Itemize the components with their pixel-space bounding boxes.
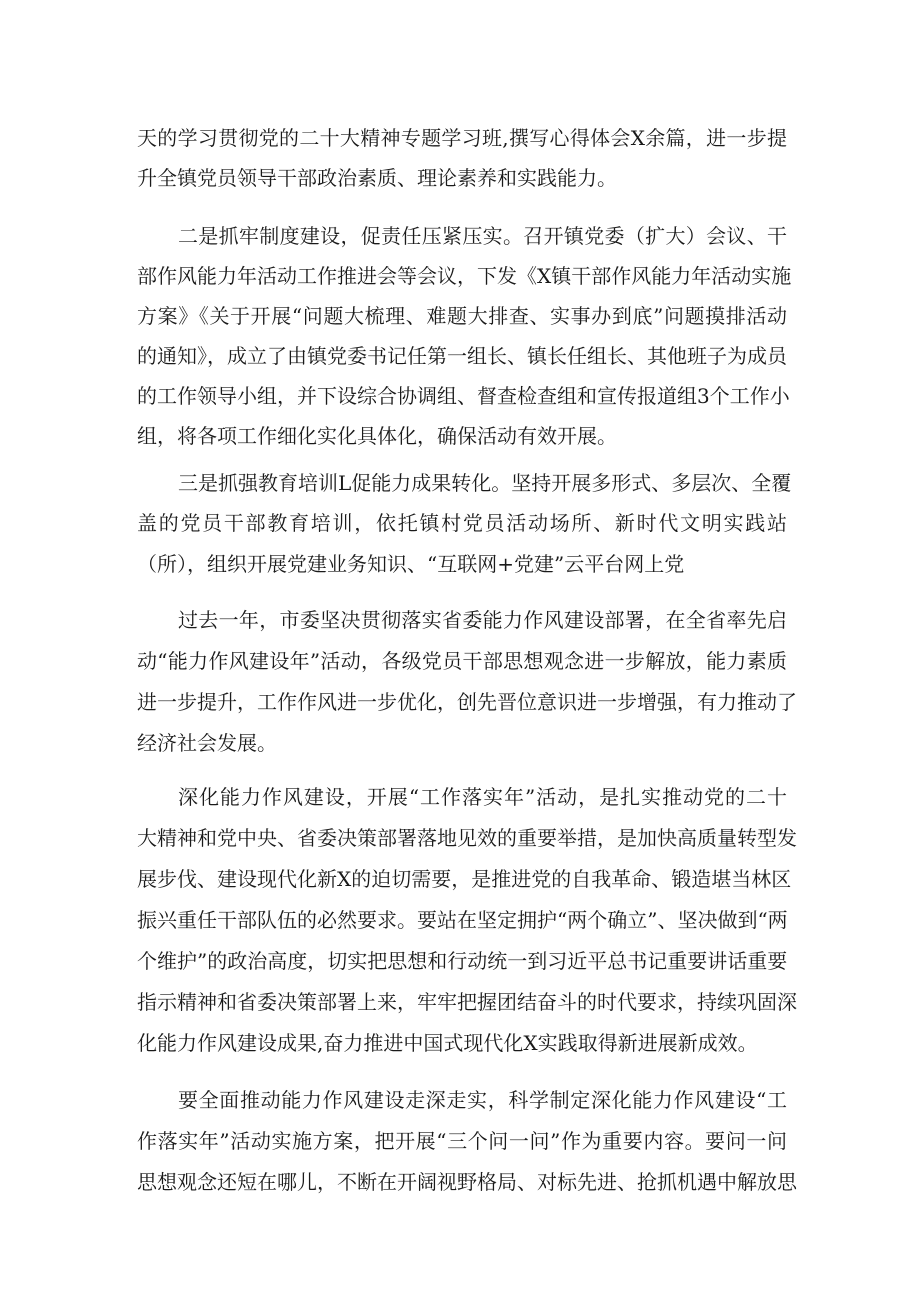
text-line: 指示精神和省委决策部署上来，牢牢把握团结奋斗的时代要求，持续巩固深 (137, 990, 797, 1014)
text-line: 经济社会发展。 (137, 731, 277, 755)
text-line: 三是抓强教育培训L促能力成果转化。坚持开展多形式、多层次、全覆 (178, 471, 792, 495)
text-line: 大精神和党中央、省委决策部署落地见效的重要举措，是加快高质量转型发 (137, 826, 797, 850)
text-line: 振兴重任干部队伍的必然要求。要站在坚定拥护“两个确立”、坚决做到“两 (137, 908, 788, 932)
text-line: 展步伐、建设现代化新X的迫切需要，是推进党的自我革命、锻造堪当林区 (137, 867, 792, 891)
text-line: 思想观念还短在哪儿，不断在开阔视野格局、对标先进、抢抓机遇中解放思 (137, 1170, 797, 1194)
text-line: 进一步提升，工作作风进一步优化，创先晋位意识进一步增强，有力推动了 (137, 690, 797, 714)
text-line: 方案》《关于开展“问题大梳理、难题大排查、实事办到底”问题摸排活动 (137, 304, 787, 328)
text-line: 深化能力作风建设，开展“工作落实年”活动，是扎实推动党的二十 (178, 785, 787, 809)
text-line: 组，将各项工作细化实化具体化，确保活动有效开展。 (137, 424, 617, 448)
text-line: 个维护”的政治高度，切实把思想和行动统一到习近平总书记重要讲话重要 (137, 949, 788, 973)
text-line: 天的学习贯彻党的二十大精神专题学习班,撰写心得体会X余篇，进一步提 (137, 126, 787, 150)
text-line: 二是抓牢制度建设，促责任压紧压实。召开镇党委（扩大）会议、干 (178, 224, 787, 248)
text-line: 盖的党员干部教育培训，依托镇村党员活动场所、新时代文明实践站 (137, 511, 787, 535)
text-line: 部作风能力年活动工作推进会等会议，下发《X镇干部作风能力年活动实施 (137, 264, 792, 288)
text-line: 作落实年”活动实施方案，把开展“三个问一问”作为重要内容。要问一问 (137, 1129, 787, 1153)
text-line: 的通知》，成立了由镇党委书记任第一组长、镇长任组长、其他班子为成员 (137, 344, 787, 368)
text-line: 升全镇党员领导干部政治素质、理论素养和实践能力。 (137, 166, 617, 190)
text-line: 要全面推动能力作风建设走深走实，科学制定深化能力作风建设“工 (178, 1088, 787, 1112)
text-line: 过去一年，市委坚决贯彻落实省委能力作风建设部署，在全省率先启 (178, 608, 787, 632)
text-line: （所），组织开展党建业务知识、“互联网+党建”云平台网上党 (137, 552, 685, 576)
text-line: 动“能力作风建设年”活动，各级党员干部思想观念进一步解放，能力素质 (137, 649, 787, 673)
text-line: 化能力作风建设成果,奋力推进中国式现代化X实践取得新进展新成效。 (137, 1031, 758, 1055)
text-line: 的工作领导小组，并下设综合协调组、督查检查组和宣传报道组3个工作小 (137, 384, 790, 408)
